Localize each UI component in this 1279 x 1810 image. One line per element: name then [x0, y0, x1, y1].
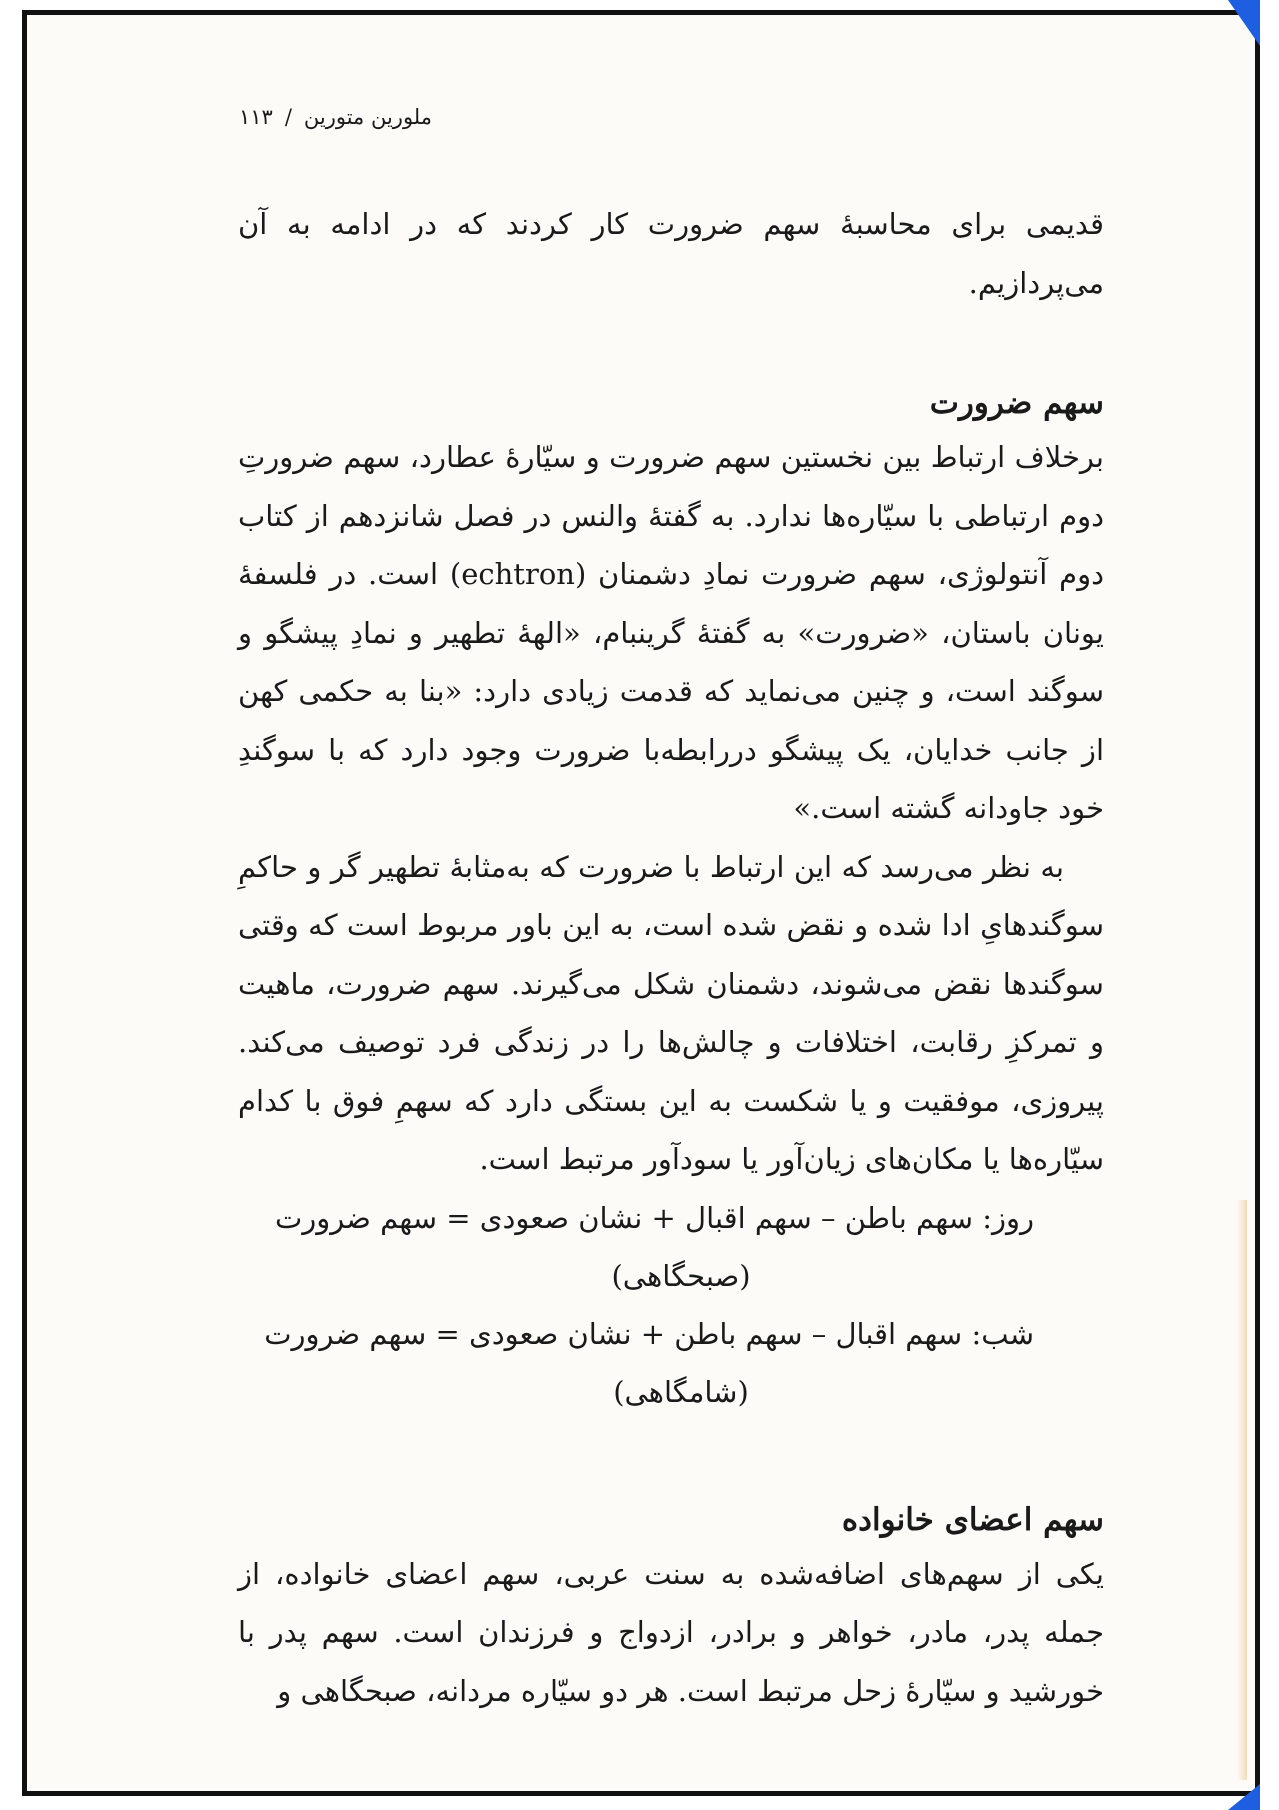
corner-tab-top: [1228, 0, 1260, 46]
header-separator: /: [284, 105, 292, 129]
section-heading-family: سهم اعضای خانواده: [841, 1501, 1104, 1538]
book-title: ملورین متورین: [303, 105, 432, 129]
paragraph-family-1: یکی از سهم‌های اضافه‌شده به سنت عربی، سهم اعضای خانواده، از جمله پدر، مادر، خواهر و برادر، ازدواج و فرزندان است. سهم پدر با خورشید و سیّارهٔ زحل مرتبط است. هر دو سیّاره مردانه، صبحگاهی و: [238, 1556, 1104, 1708]
corner-tab-bottom: [1228, 1784, 1260, 1810]
page-number: ۱۱۳: [238, 105, 273, 129]
paragraph-necessity-1: برخلاف ارتباط بین نخستین سهم ضرورت و سیّارهٔ عطارد، سهم ضرورتِ دوم ارتباطی با سیّاره‌ها ندارد. به گفتهٔ والنس در فصل شانزدهم از کتاب دوم آنتولوژی، سهم ضرورت نمادِ دشمنان (echtron) است. در فلسفهٔ یونان باستان، «ضرورت» به گفتهٔ گرینبام، «الههٔ تطهیر و نمادِ پیشگو و سوگند است، و چنین می‌نماید که قدمت زیادی دارد: «بنا به حکمی کهن از جانب خدایان، یک پیشگو دررابطه‌با ضرورت وجود دارد که با سوگندِ خود جاودانه گشته است.»: [238, 440, 1104, 825]
section-heading-necessity: سهم ضرورت: [929, 385, 1104, 421]
running-head: [238, 105, 432, 145]
book-page: [238, 105, 1104, 1720]
page-edge-stain: [1237, 1200, 1247, 1780]
formula-day-note: (صبحگاهی): [611, 1258, 751, 1293]
formula-day: روز: سهم باطن – سهم اقبال + نشان صعودی = سهم ضرورت: [274, 1200, 1034, 1235]
formula-night: شب: سهم اقبال – سهم باطن + نشان صعودی = سهم ضرورت: [264, 1316, 1034, 1351]
paragraph-necessity-2: به نظر می‌رسد که این ارتباط با ضرورت که به‌مثابهٔ تطهیر گر و حاکمِ سوگندهایِ ادا شده و نقض شده است، به این باور مربوط است که وقتی سوگندها نقض می‌شوند، دشمنان شکل می‌گیرند. سهم ضرورت، ماهیت و تمرکزِ رقابت، اختلافات و چالش‌ها را در زندگی فرد توصیف می‌کند. پیروزی، موفقیت و یا شکست به این بستگی دارد که سهمِ فوق با کدام سیّاره‌ها یا مکان‌های زیان‌آور یا سودآور مرتبط است.: [238, 849, 1104, 1176]
formula-block: [238, 1189, 1104, 1421]
intro-line: قدیمی برای محاسبهٔ سهم ضرورت کار کردند که در ادامه به آن می‌پردازیم.: [238, 207, 1104, 300]
formula-night-note: (شامگاهی): [613, 1374, 749, 1409]
